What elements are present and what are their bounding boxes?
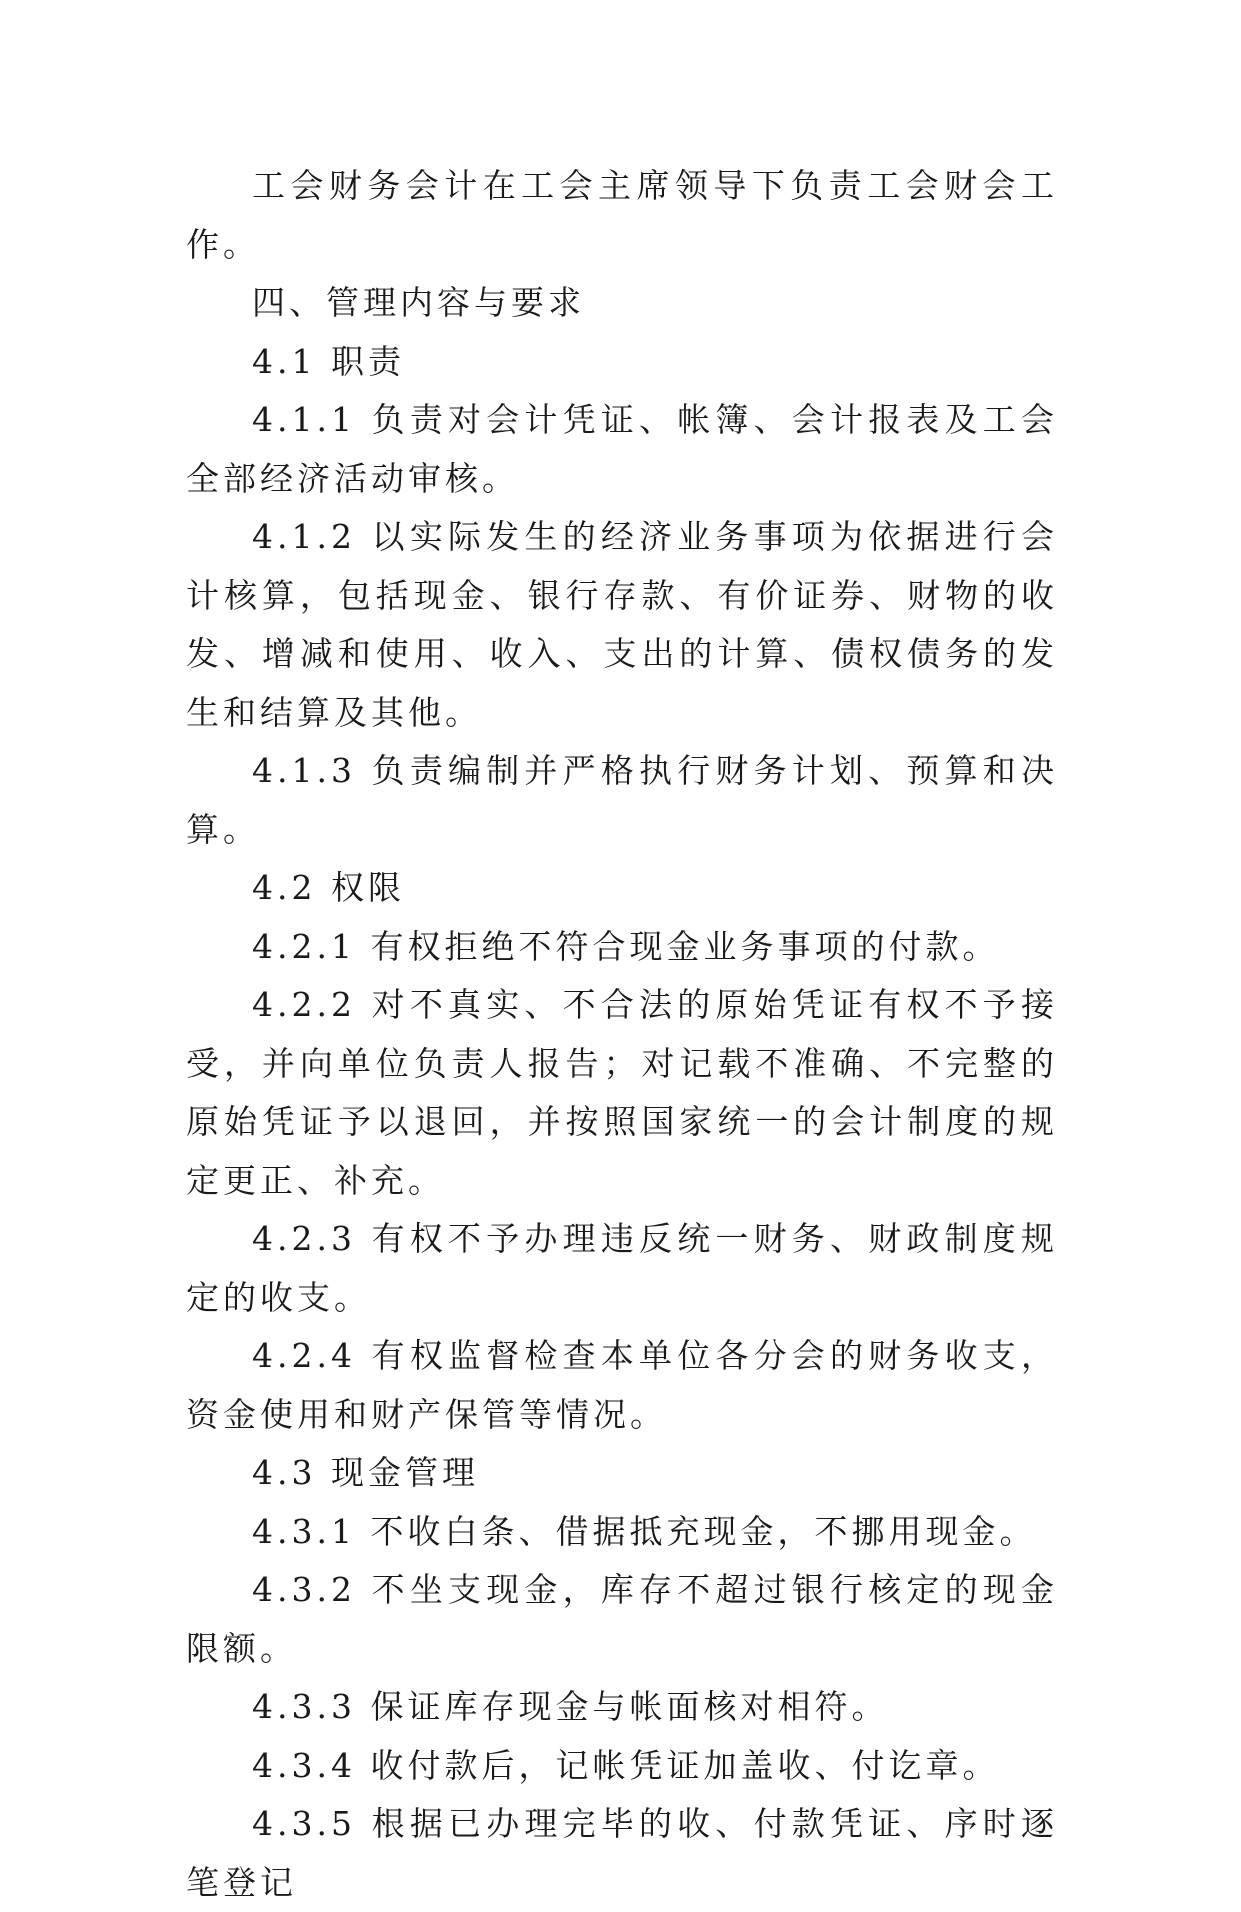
clause-4-1-2: 4.1.2 以实际发生的经济业务事项为依据进行会计核算，包括现金、银行存款、有价证券、财物的收发、增减和使用、收入、支出的计算、债权债务的发生和结算及其他。 bbox=[186, 517, 1058, 732]
subsection-heading-4-1: 4.1 职责 bbox=[252, 341, 405, 381]
section-heading-4: 四、管理内容与要求 bbox=[252, 283, 585, 322]
subsection-heading-4-3: 4.3 现金管理 bbox=[252, 1453, 479, 1492]
subsection-heading-4-2: 4.2 权限 bbox=[252, 868, 405, 907]
clause-4-2-1: 4.2.1 有权拒绝不符合现金业务事项的付款。 bbox=[252, 926, 1000, 966]
clause-4-3-1: 4.3.1 不收白条、借据抵充现金，不挪用现金。 bbox=[252, 1511, 1037, 1551]
clause-4-1-1: 4.1.1 负责对会计凭证、帐簿、会计报表及工会全部经济活动审核。 bbox=[186, 400, 1058, 498]
clause-4-3-5: 4.3.5 根据已办理完毕的收、付款凭证、序时逐笔登记 bbox=[186, 1804, 1058, 1902]
clause-4-2-3: 4.2.3 有权不予办理违反统一财务、财政制度规定的收支。 bbox=[186, 1219, 1058, 1317]
clause-4-3-4: 4.3.4 收付款后，记帐凭证加盖收、付讫章。 bbox=[252, 1745, 1000, 1785]
clause-4-3-2: 4.3.2 不坐支现金，库存不超过银行核定的现金限额。 bbox=[186, 1570, 1058, 1668]
document-body bbox=[186, 157, 1058, 1912]
clause-4-2-4: 4.2.4 有权监督检查本单位各分会的财务收支，资金使用和财产保管等情况。 bbox=[186, 1336, 1058, 1434]
clause-4-3-3: 4.3.3 保证库存现金与帐面核对相符。 bbox=[252, 1687, 889, 1726]
clause-4-2-2: 4.2.2 对不真实、不合法的原始凭证有权不予接受，并向单位负责人报告；对记载不准确、不完整的原始凭证予以退回，并按照国家统一的会计制度的规定更正、补充。 bbox=[186, 985, 1058, 1200]
paragraph-intro: 工会财务会计在工会主席领导下负责工会财会工作。 bbox=[186, 166, 1058, 264]
clause-4-1-3: 4.1.3 负责编制并严格执行财务计划、预算和决算。 bbox=[186, 751, 1058, 849]
